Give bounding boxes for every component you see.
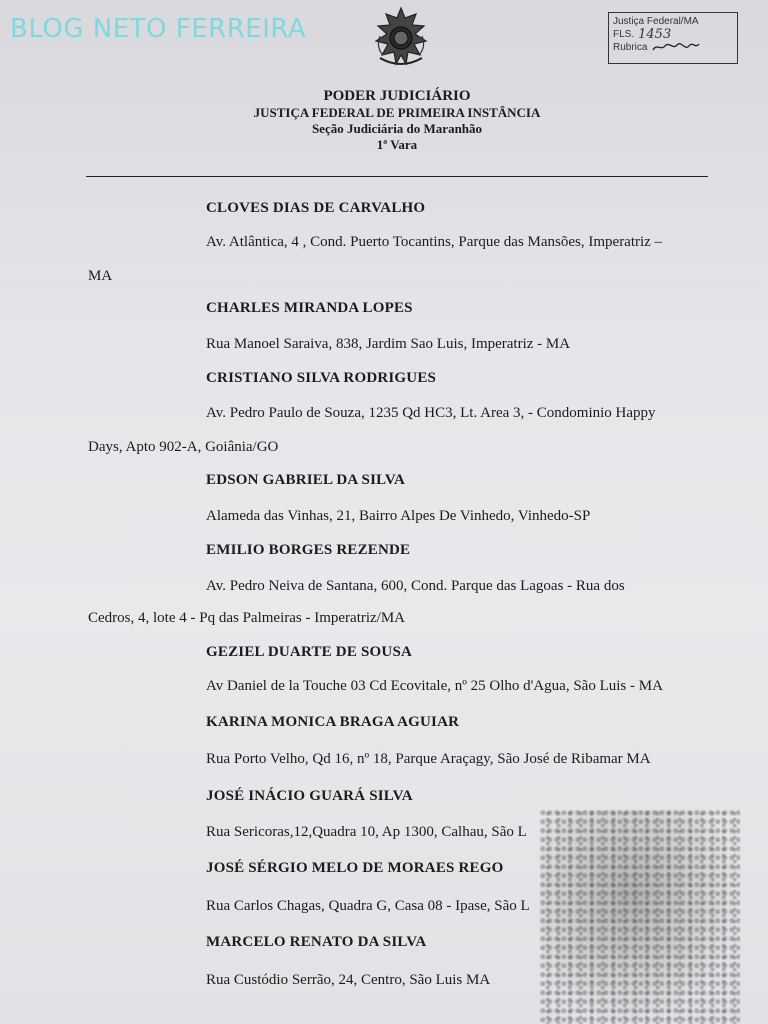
header-poder-judiciario: PODER JUDICIÁRIO xyxy=(323,88,471,104)
entry-name: JOSÉ SÉRGIO MELO DE MORAES REGO xyxy=(206,860,504,876)
entry-address: Rua Carlos Chagas, Quadra G, Casa 08 - Ipase, São L xyxy=(206,898,530,914)
entry-name: GEZIEL DUARTE DE SOUSA xyxy=(206,644,413,660)
entry-name: EDSON GABRIEL DA SILVA xyxy=(206,472,406,488)
stamp-fls-value: 1453 xyxy=(638,27,672,42)
header-secao-judiciaria: Seção Judiciária do Maranhão xyxy=(311,121,483,136)
entry-address: Av. Atlântica, 4 , Cond. Puerto Tocantins, Parque das Mansões, Imperatriz – xyxy=(206,234,663,250)
entry-address: Av. Pedro Paulo de Souza, 1235 Qd HC3, Lt. Area 3, - Condominio Happy xyxy=(206,405,656,421)
blog-watermark: BLOG NETO FERREIRA xyxy=(10,14,307,44)
stamp-fls-label: FLS. xyxy=(613,29,635,40)
entry-address: Alameda das Vinhas, 21, Bairro Alpes De Vinhedo, Vinhedo-SP xyxy=(206,508,591,524)
entry-name: MARCELO RENATO DA SILVA xyxy=(206,934,427,950)
entry-name: KARINA MONICA BRAGA AGUIAR xyxy=(206,714,460,730)
header-justica-federal: JUSTIÇA FEDERAL DE PRIMEIRA INSTÂNCIA xyxy=(253,105,541,120)
header-vara: 1ª Vara xyxy=(376,137,418,152)
stamp-court-label: Justiça Federal/MA xyxy=(613,16,699,27)
entry-address-continuation: MA xyxy=(88,268,113,284)
entry-address: Rua Porto Velho, Qd 16, nº 18, Parque Araçagy, São José de Ribamar MA xyxy=(206,751,651,767)
entry-name: CHARLES MIRANDA LOPES xyxy=(206,300,413,316)
entry-address: Rua Manoel Saraiva, 838, Jardim Sao Luis, Imperatriz - MA xyxy=(206,336,571,352)
entry-address: Rua Sericoras,12,Quadra 10, Ap 1300, Calhau, São L xyxy=(206,824,527,840)
entry-name: CRISTIANO SILVA RODRIGUES xyxy=(206,370,437,386)
entry-address-continuation: Cedros, 4, lote 4 - Pq das Palmeiras - Imperatriz/MA xyxy=(88,610,406,626)
entry-address-continuation: Days, Apto 902-A, Goiânia/GO xyxy=(88,439,279,455)
stamp-rubrica-label: Rubrica xyxy=(613,42,648,53)
entry-address: Av. Pedro Neiva de Santana, 600, Cond. Parque das Lagoas - Rua dos xyxy=(206,578,625,594)
entry-address: Av Daniel de la Touche 03 Cd Ecovitale, nº 25 Olho d'Agua, São Luis - MA xyxy=(206,678,663,694)
redaction-smudge xyxy=(540,810,740,1024)
entry-name: JOSÉ INÁCIO GUARÁ SILVA xyxy=(206,788,413,804)
entry-name: EMILIO BORGES REZENDE xyxy=(206,542,411,558)
entry-address: Rua Custódio Serrão, 24, Centro, São Luis MA xyxy=(206,972,491,988)
entry-name: CLOVES DIAS DE CARVALHO xyxy=(206,200,426,216)
